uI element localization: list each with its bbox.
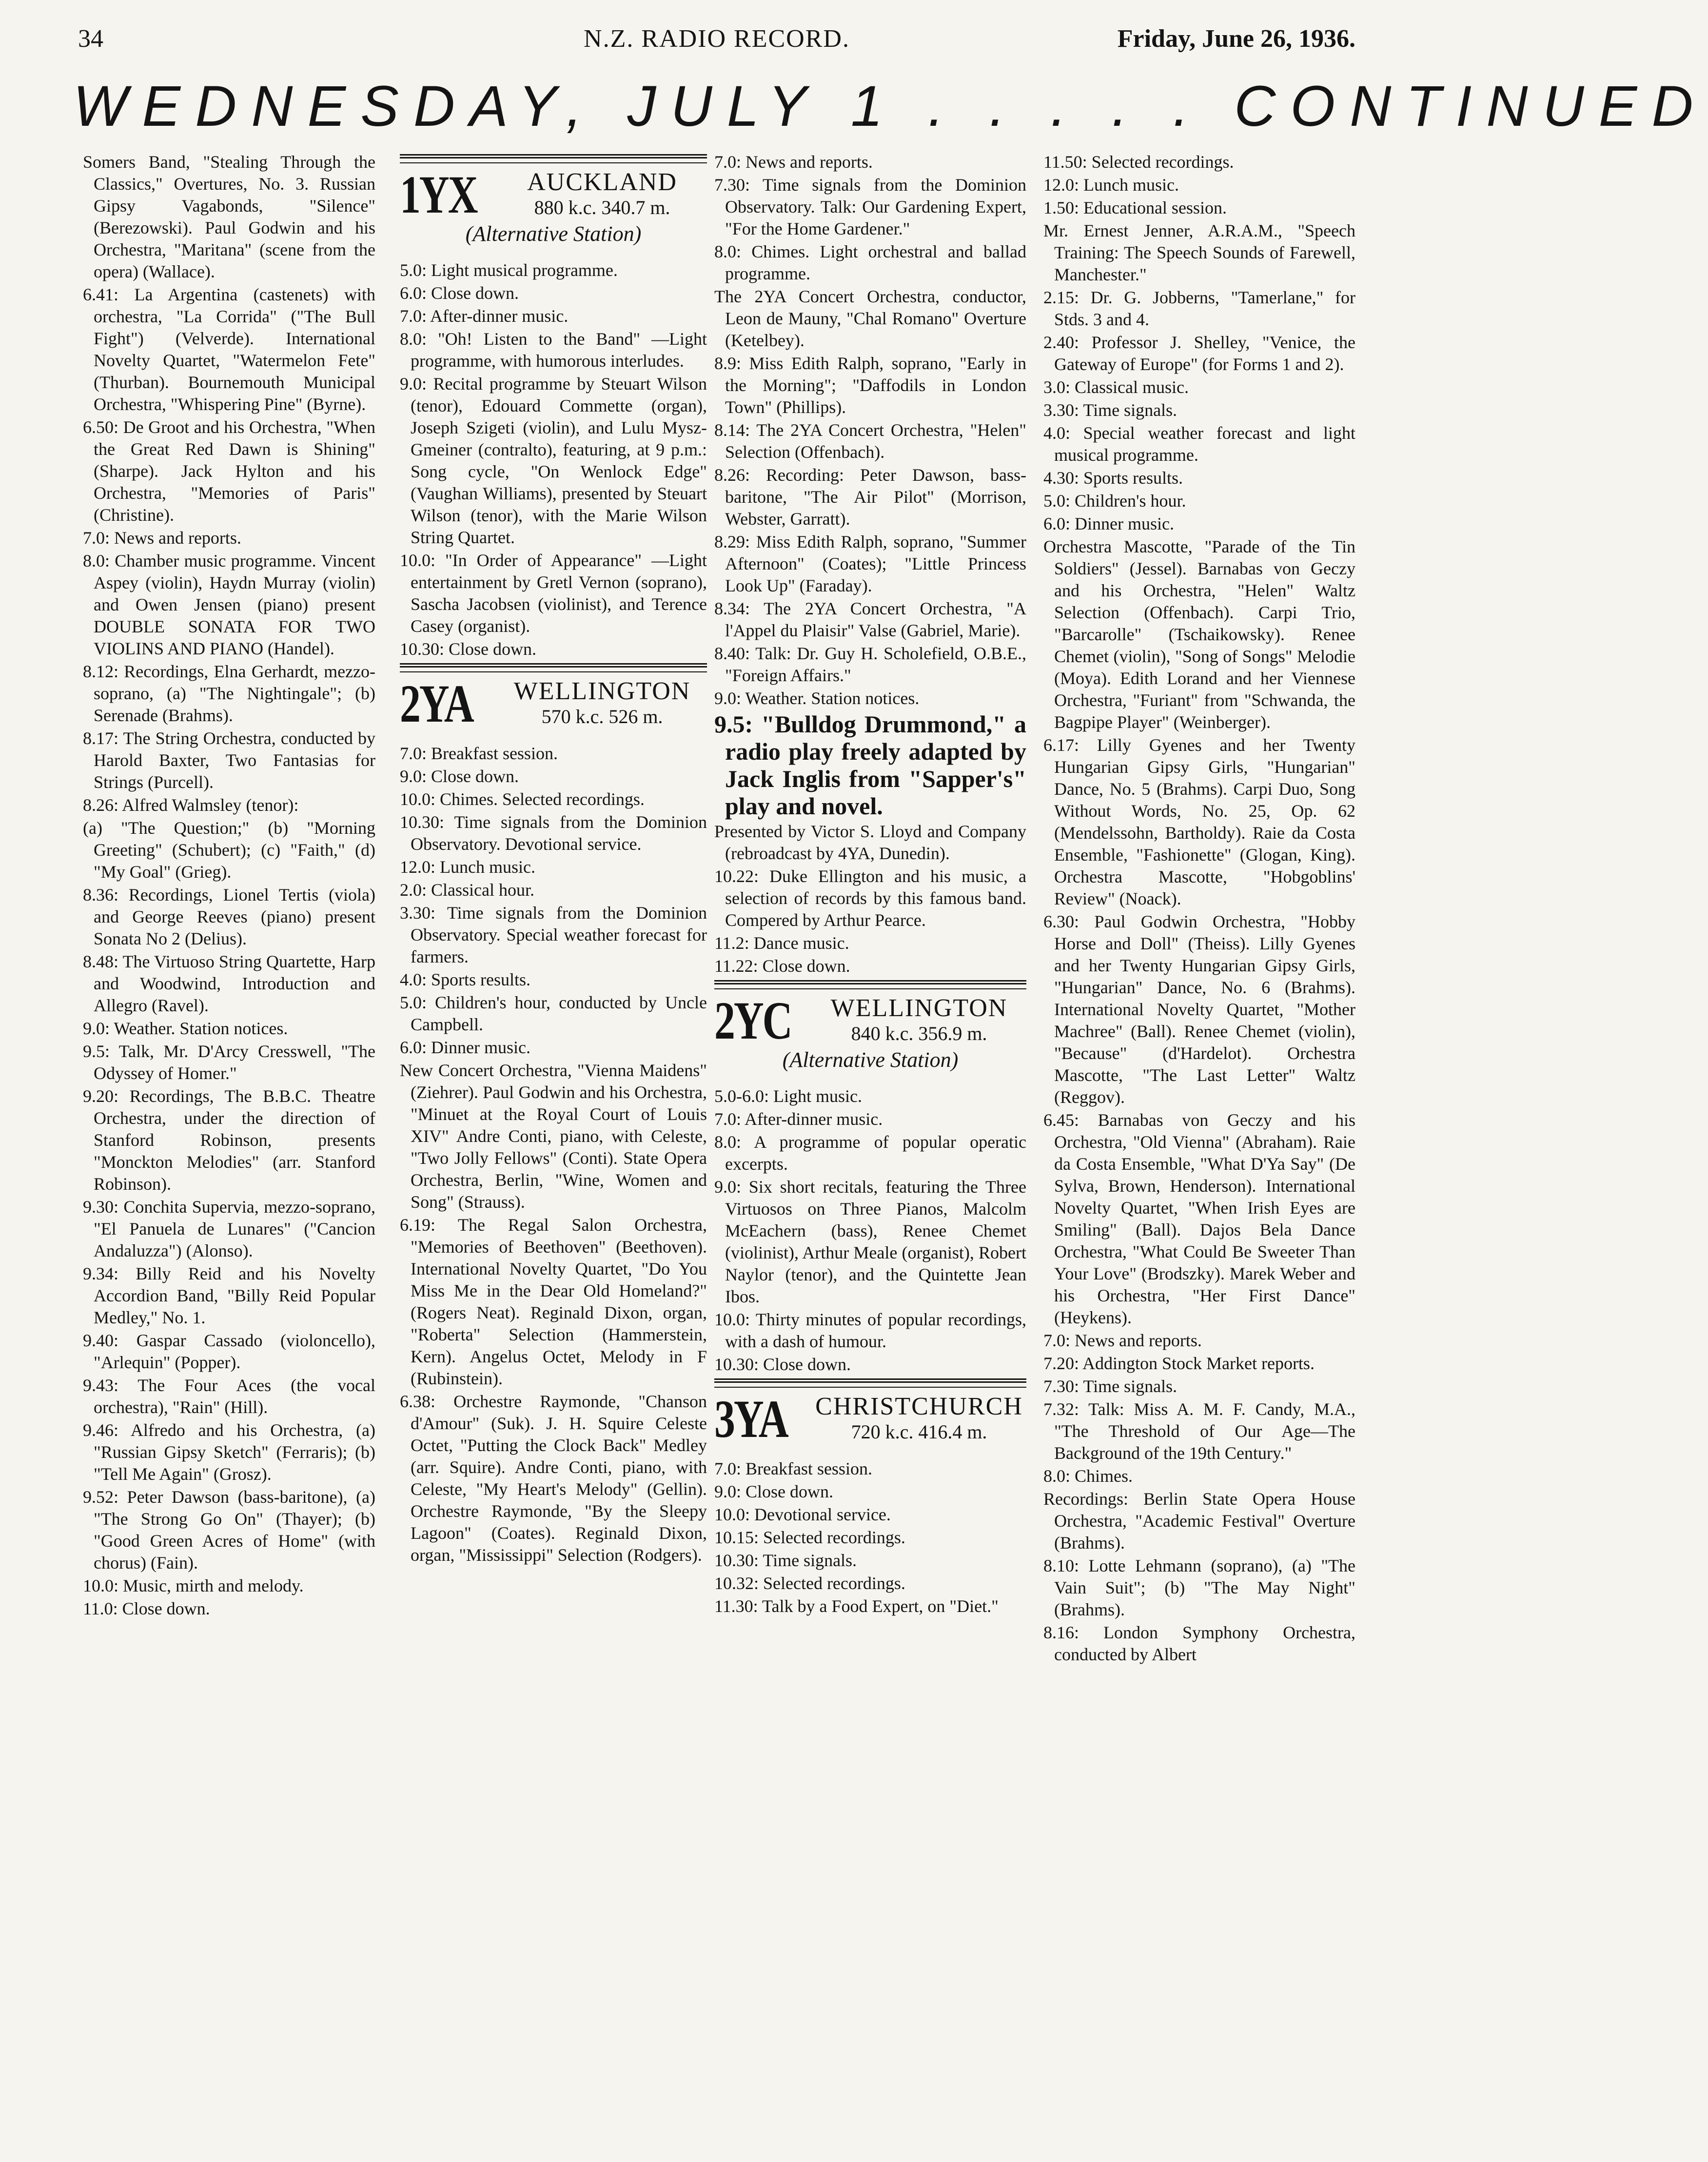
programme-entry: 6.41: La Argentina (castenets) with orchestra, "La Corrida" ("The Bull Fight") (Velverde). International Novelty Quartet, "Watermelon Fete" (Thurban). Bournemouth Municipal Orchestra, "Whispering Pine" (Byrne). xyxy=(83,285,375,414)
programme-entry: 8.40: Talk: Dr. Guy H. Scholefield, O.B.E., "Foreign Affairs." xyxy=(714,644,1026,685)
station-2yc-block xyxy=(714,980,1026,1071)
programme-entry: 12.0: Lunch music. xyxy=(400,857,535,877)
station-1yx-block xyxy=(400,154,707,245)
programme-entry: 6.17: Lilly Gyenes and her Twenty Hungarian Gipsy Girls, "Hungarian" Dance, No. 5 (Brahms). Carpi Duo, Song Without Words, No. 25, Op. 62 (Mendelssohn, Bartholdy). Raie da Costa Ensemble, "Fashionette" (Glogan, King). Orchestra Mascotte, "Hobgoblins' Review" (Noack). xyxy=(1043,735,1355,908)
programme-entry: 8.48: The Virtuoso String Quartette, Harp and Woodwind, Introduction and Allegro (Ravel). xyxy=(83,952,375,1015)
programme-entry: 3.30: Time signals from the Dominion Observatory. Special weather forecast for farmers. xyxy=(400,903,707,966)
station-alt-label: (Alternative Station) xyxy=(782,1048,959,1072)
programme-entry: 7.0: Breakfast session. xyxy=(400,744,558,763)
programme-entry: 8.0: A programme of popular operatic excerpts. xyxy=(714,1132,1026,1174)
programme-entry: 9.0: Weather. Station notices. xyxy=(83,1019,288,1038)
programme-entry: 9.43: The Four Aces (the vocal orchestra), "Rain" (Hill). xyxy=(83,1376,375,1417)
programme-entry: 7.0: After-dinner music. xyxy=(400,306,569,326)
programme-entry: 8.36: Recordings, Lionel Tertis (viola) and George Reeves (piano) present Sonata No 2 (Delius). xyxy=(83,885,375,948)
programme-entry: 9.30: Conchita Supervia, mezzo-soprano, "El Panuela de Lunares" ("Cancion Andaluzza") (Alonso). xyxy=(83,1197,375,1260)
publication-title: N.Z. RADIO RECORD. xyxy=(584,25,850,53)
programme-entry: 11.0: Close down. xyxy=(83,1599,210,1618)
programme-entry: 8.16: London Symphony Orchestra, conducted by Albert xyxy=(1043,1623,1355,1664)
programme-entry: 4.0: Special weather forecast and light musical programme. xyxy=(1043,423,1355,465)
programme-entry: 8.0: Chimes. Light orchestral and ballad programme. xyxy=(714,242,1026,283)
programme-entry: 10.32: Selected recordings. xyxy=(714,1573,905,1593)
programme-entry: 6.45: Barnabas von Geczy and his Orchestra, "Old Vienna" (Abraham). Raie da Costa Ensemble, "What D'Ya Say" (De Sylva, Brown, Henderson). International Novelty Quartet, "When Irish Eyes are Smiling" (Ball). Dajos Bela Dance Orchestra, "What Could Be Sweeter Than Your Love" (Brodszky). Marek Weber and his Orchestra, "Her First Dance" (Heykens). xyxy=(1043,1110,1355,1327)
programme-entry: 3.30: Time signals. xyxy=(1043,400,1178,420)
programme-entry: 2.40: Professor J. Shelley, "Venice, the Gateway of Europe" (for Forms 1 and 2). xyxy=(1043,333,1355,374)
programme-entry: 6.50: De Groot and his Orchestra, "When the Great Red Dawn is Shining" (Sharpe). Jack Hylton and his Orchestra, "Memories of Paris" (Christine). xyxy=(83,417,375,525)
programme-entry: 6.19: The Regal Salon Orchestra, "Memories of Beethoven" (Beethoven). International Novelty Quartet, "Do You Miss Me in the Dear Old Homeland?" (Rogers Neat). Reginald Dixon, organ, "Roberta" Selection (Hammerstein, Kern). Angelus Octet, Melody in F (Rubinstein). xyxy=(400,1215,707,1388)
programme-entry: 10.0: Thirty minutes of popular recordings, with a dash of humour. xyxy=(714,1310,1026,1351)
programme-entry: 8.0: Chimes. xyxy=(1043,1466,1133,1486)
station-2ya-block xyxy=(400,663,707,733)
programme-entry: 7.32: Talk: Miss A. M. F. Candy, M.A., "The Threshold of Our Age—The Background of the 19th Century." xyxy=(1043,1399,1355,1463)
programme-entry: (a) "The Question;" (b) "Morning Greeting" (Schubert); (c) "Faith," (d) "My Goal" (Grieg). xyxy=(83,818,375,882)
programme-entry: 11.2: Dance music. xyxy=(714,933,849,953)
programme-entry: 5.0: Children's hour, conducted by Uncle Campbell. xyxy=(400,993,707,1034)
station-city: AUCKLAND xyxy=(527,168,677,196)
station-code: 3YA xyxy=(714,1389,787,1449)
programme-list-2ya-evening xyxy=(714,151,1026,709)
programme-entry: 4.30: Sports results. xyxy=(1043,468,1183,488)
station-frequency: 720 k.c. 416.4 m. xyxy=(851,1421,987,1443)
page-number: 34 xyxy=(78,25,103,53)
programme-entry: 9.0: Close down. xyxy=(714,1482,834,1501)
programme-entry: 8.34: The 2YA Concert Orchestra, "A l'Appel du Plaisir" Valse (Gabriel, Marie). xyxy=(714,599,1026,640)
programme-entry: The 2YA Concert Orchestra, conductor, Leon de Mauny, "Chal Romano" Overture (Ketelbey). xyxy=(714,287,1026,350)
station-code: 1YX xyxy=(400,165,477,224)
programme-entry: 10.30: Close down. xyxy=(714,1355,851,1374)
programme-entry: Orchestra Mascotte, "Parade of the Tin Soldiers" (Jessel). Barnabas von Geczy and his Orchestra, "Helen" Waltz Selection (Offenbach). Carpi Trio, "Barcarolle" (Tschaikowsky). Renee Chemet (violin), "Song of Songs" Melodie (Moya). Edith Lorand and her Viennese Orchestra, "Furiant" from "Schwanda, the Bagpipe Player" (Weinberger). xyxy=(1043,537,1355,732)
station-frequency: 840 k.c. 356.9 m. xyxy=(851,1022,987,1044)
programme-list-2ya xyxy=(400,743,707,1566)
programme-entry: 3.0: Classical music. xyxy=(1043,377,1189,397)
programme-entry: Somers Band, "Stealing Through the Classics," Overtures, No. 3. Russian Gipsy Vagabonds, "Silence" (Berezowski). Paul Godwin and his Orchestra, "Maritana" (scene from the opera) (Wallace). xyxy=(83,152,375,281)
programme-entry: 8.26: Recording: Peter Dawson, bass-baritone, "The Air Pilot" (Morrison, Webster, Garratt). xyxy=(714,465,1026,529)
day-heading: WEDNESDAY, JULY 1 . . . . . CONTINUED xyxy=(73,74,1708,138)
featured-programme: 9.5: "Bulldog Drummond," a radio play freely adapted by Jack Inglis from "Sapper's" play and novel. xyxy=(714,710,1026,820)
column-2 xyxy=(400,151,707,1567)
programme-entry: 7.0: After-dinner music. xyxy=(714,1109,883,1129)
programme-entry: 8.14: The 2YA Concert Orchestra, "Helen" Selection (Offenbach). xyxy=(714,420,1026,462)
column-4 xyxy=(1043,151,1355,1667)
station-city: WELLINGTON xyxy=(513,677,691,705)
programme-entry: 8.9: Miss Edith Ralph, soprano, "Early in the Morning"; "Daffodils in London Town" (Phillips). xyxy=(714,354,1026,417)
programme-entry: 6.30: Paul Godwin Orchestra, "Hobby Horse and Doll" (Theiss). Lilly Gyenes and her Twenty Hungarian Gipsy Girls, "Hungarian" Dance, No. 6 (Brahms). International Novelty Quartet, "Mother Machree" (Ball). Renee Chemet (violin), "Because" (d'Hardelot). Orchestra Mascotte, "The Last Letter" Waltz (Reggov). xyxy=(1043,912,1355,1107)
programme-entry: 9.46: Alfredo and his Orchestra, (a) "Russian Gipsy Sketch" (Ferraris); (b) "Tell Me Again" (Grosz). xyxy=(83,1420,375,1484)
programme-entry: 10.0: "In Order of Appearance" —Light entertainment by Gretl Vernon (soprano), Sascha Jacobsen (violinist), and Terence Casey (organist). xyxy=(400,550,707,636)
programme-entry: Mr. Ernest Jenner, A.R.A.M., "Speech Training: The Speech Sounds of Farewell, Manchester." xyxy=(1043,221,1355,284)
column-3 xyxy=(714,151,1026,1618)
programme-entry: New Concert Orchestra, "Vienna Maidens" (Ziehrer). Paul Godwin and his Orchestra, "Minuet at the Royal Court of Louis XIV" Andre Conti, piano, with Celeste, "Two Jolly Fellows" (Conti). State Opera Orchestra, Berlin, "Wine, Women and Song" (Strauss). xyxy=(400,1061,707,1212)
programme-entry: 2.15: Dr. G. Jobberns, "Tamerlane," for Stds. 3 and 4. xyxy=(1043,288,1355,329)
programme-entry: 9.0: Weather. Station notices. xyxy=(714,688,920,708)
programme-entry: 9.0: Close down. xyxy=(400,767,519,786)
programme-entry: 7.0: News and reports. xyxy=(714,152,873,172)
programme-entry: 8.12: Recordings, Elna Gerhardt, mezzo-soprano, (a) "The Nightingale"; (b) Serenade (Brahms). xyxy=(83,662,375,725)
programme-entry: 5.0: Children's hour. xyxy=(1043,491,1186,511)
programme-entry: 6.0: Dinner music. xyxy=(400,1038,530,1057)
programme-entry: 10.0: Chimes. Selected recordings. xyxy=(400,789,645,809)
programme-entry: 11.30: Talk by a Food Expert, on "Diet." xyxy=(714,1596,999,1616)
programme-entry: 9.5: Talk, Mr. D'Arcy Cresswell, "The Odyssey of Homer." xyxy=(83,1042,375,1083)
programme-entry: 7.0: News and reports. xyxy=(1043,1331,1202,1350)
programme-entry: 8.17: The String Orchestra, conducted by Harold Baxter, Two Fantasias for Strings (Purcell). xyxy=(83,728,375,792)
programme-entry: 5.0: Light musical programme. xyxy=(400,260,618,280)
programme-entry: 6.38: Orchestre Raymonde, "Chanson d'Amour" (Suk). J. H. Squire Celeste Octet, "Putting the Clock Back" Medley (arr. Squire). Andre Conti, piano, with Celeste, "My Heart's Melody" (Gellin). Orchestre Raymonde, "By the Sleepy Lagoon" (Coates). Reginald Dixon, organ, "Mississippi" Selection (Rodgers). xyxy=(400,1392,707,1565)
programme-entry: 6.0: Dinner music. xyxy=(1043,514,1174,533)
programme-entry: 4.0: Sports results. xyxy=(400,970,531,989)
column-1 xyxy=(83,151,375,1621)
programme-entry: 7.0: News and reports. xyxy=(83,528,241,548)
programme-entry: 6.0: Close down. xyxy=(400,283,519,303)
page-header xyxy=(78,20,1355,59)
programme-entry: 10.30: Time signals from the Dominion Observatory. Devotional service. xyxy=(400,812,707,854)
programme-entry: 9.0: Six short recitals, featuring the Three Virtuosos on Three Pianos, Malcolm McEachern (bass), Renee Chemet (violinist), Arthur Meale (organist), Robert Naylor (tenor), and the Quintette Jean Ibos. xyxy=(714,1177,1026,1306)
programme-entry: 7.0: Breakfast session. xyxy=(714,1459,872,1478)
station-code: 2YC xyxy=(714,991,791,1050)
programme-entry: 10.30: Time signals. xyxy=(714,1551,857,1570)
programme-entry: 8.10: Lotte Lehmann (soprano), (a) "The Vain Suit"; (b) "The May Night" (Brahms). xyxy=(1043,1556,1355,1619)
programme-entry: 8.0: "Oh! Listen to the Band" —Light programme, with humorous interludes. xyxy=(400,329,707,371)
station-frequency: 570 k.c. 526 m. xyxy=(541,706,663,727)
programme-entry: 9.40: Gaspar Cassado (violoncello), "Arlequin" (Popper). xyxy=(83,1331,375,1372)
programme-entry: 11.22: Close down. xyxy=(714,956,850,976)
programme-entry: 9.20: Recordings, The B.B.C. Theatre Orchestra, under the direction of Stanford Robinson, presents "Monckton Melodies" (arr. Stanford Robinson). xyxy=(83,1086,375,1194)
programme-entry: 12.0: Lunch music. xyxy=(1043,175,1179,195)
station-city: WELLINGTON xyxy=(830,994,1008,1022)
programme-entry: Presented by Victor S. Lloyd and Company (rebroadcast by 4YA, Dunedin). xyxy=(714,822,1026,863)
programme-entry: 2.0: Classical hour. xyxy=(400,880,534,900)
programme-list-2ya-late xyxy=(714,821,1026,977)
issue-date: Friday, June 26, 1936. xyxy=(1117,25,1355,53)
programme-entry: 8.0: Chamber music programme. Vincent Aspey (violin), Haydn Murray (violin) and Owen Jensen (piano) present DOUBLE SONATA FOR TWO VIOLINS AND PIANO (Handel). xyxy=(83,551,375,658)
programme-list-3ya xyxy=(714,1458,1026,1617)
station-code: 2YA xyxy=(400,674,473,733)
programme-entry: 7.30: Time signals from the Dominion Observatory. Talk: Our Gardening Expert, "For the Home Gardener." xyxy=(714,175,1026,238)
station-frequency: 880 k.c. 340.7 m. xyxy=(534,197,670,218)
programme-entry: 10.15: Selected recordings. xyxy=(714,1528,905,1547)
programme-entry: 10.30: Close down. xyxy=(400,639,537,659)
programme-entry: Recordings: Berlin State Opera House Orchestra, "Academic Festival" Overture (Brahms). xyxy=(1043,1489,1355,1553)
programme-entry: 9.0: Recital programme by Steuart Wilson (tenor), Edouard Commette (organ), Joseph Szigeti (violin), and Lulu Mysz-Gmeiner (contralto), featuring, at 9 p.m.: Song cycle, "On Wenlock Edge" (Vaughan Williams), presented by Steuart Wilson (tenor), with the Marie Wilson String Quartet. xyxy=(400,374,707,547)
programme-list-1yx xyxy=(400,259,707,660)
programme-entry: 5.0-6.0: Light music. xyxy=(714,1086,862,1106)
programme-entry: 10.22: Duke Ellington and his music, a selection of records by this famous band. Compered by Arthur Pearce. xyxy=(714,866,1026,930)
programme-entry: 7.20: Addington Stock Market reports. xyxy=(1043,1354,1315,1373)
programme-entry: 8.26: Alfred Walmsley (tenor): xyxy=(83,795,299,815)
programme-entry: 8.29: Miss Edith Ralph, soprano, "Summer Afternoon" (Coates); "Little Princess Look Up" (Faraday). xyxy=(714,532,1026,595)
programme-entry: 7.30: Time signals. xyxy=(1043,1376,1178,1396)
programme-entry: 9.34: Billy Reid and his Novelty Accordion Band, "Billy Reid Popular Medley," No. 1. xyxy=(83,1264,375,1327)
programme-entry: 10.0: Music, mirth and melody. xyxy=(83,1576,304,1595)
station-city: CHRISTCHURCH xyxy=(815,1393,1023,1420)
programme-list-2yc xyxy=(714,1085,1026,1376)
programme-entry: 9.52: Peter Dawson (bass-baritone), (a) "The Strong Go On" (Thayer); (b) "Good Green Acres of Home" (with chorus) (Fain). xyxy=(83,1487,375,1572)
programme-entry: 1.50: Educational session. xyxy=(1043,198,1227,217)
station-alt-label: (Alternative Station) xyxy=(465,222,642,246)
programme-entry: 11.50: Selected recordings. xyxy=(1043,152,1234,172)
programme-entry: 10.0: Devotional service. xyxy=(714,1505,891,1524)
station-3ya-block xyxy=(714,1378,1026,1449)
